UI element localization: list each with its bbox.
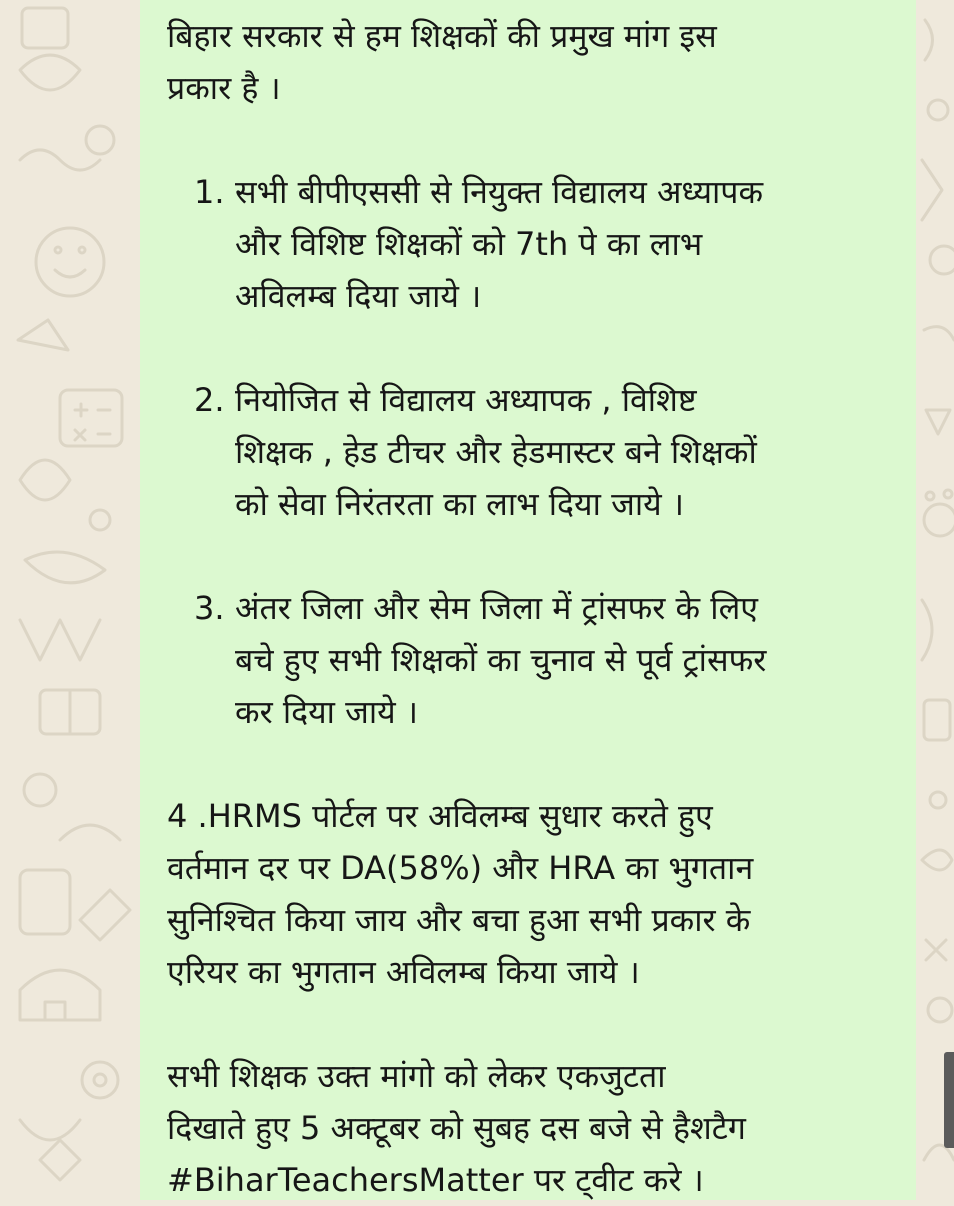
demand-4-paragraph [167, 790, 894, 998]
message-bubble[interactable] [140, 0, 916, 1200]
calculator-doodle-icon [60, 390, 122, 446]
wave-doodle-icon [20, 150, 100, 170]
demand-line: सभी बीपीएससी से नियुक्त विद्यालय अध्यापक [235, 173, 764, 211]
demand-4-line: 4 .HRMS पोर्टल पर अविलम्ब सुधार करते हुए [167, 797, 713, 835]
shell-doodle-icon [25, 552, 105, 583]
demand-item [167, 374, 894, 530]
bowl-doodle-icon [20, 1120, 80, 1140]
demand-line: अविलम्ब दिया जाये । [235, 277, 482, 315]
jar-doodle-icon [20, 870, 70, 934]
zigzag-doodle-icon [20, 620, 100, 660]
diamond-doodle-icon [40, 1140, 80, 1180]
demand-line: अंतर जिला और सेम जिला में ट्रांसफर के लिए [235, 589, 758, 627]
intro-line: प्रकार है । [167, 69, 281, 107]
crescent-doodle-icon [925, 20, 933, 60]
hashtag-line[interactable]: #BiharTeachersMatter पर ट्वीट करे । [167, 1161, 704, 1199]
demand-number: 2. [194, 381, 225, 419]
leaf-doodle-icon [20, 460, 70, 500]
demand-item [167, 166, 894, 322]
ring-doodle-icon [24, 774, 56, 806]
demand-number: 1. [194, 173, 225, 211]
demand-line: शिक्षक , हेड टीचर और हेडमास्टर बने शिक्षकों [235, 433, 757, 471]
house-doodle-icon [20, 970, 100, 1020]
paw-doodle-icon [924, 504, 954, 536]
closing-paragraph [167, 1050, 894, 1206]
demand-number: 3. [194, 589, 225, 627]
demand-line: बचे हुए सभी शिक्षकों का चुनाव से पूर्व ट्रांसफर [235, 641, 767, 679]
closing-line: दिखाते हुए 5 अक्टूबर को सुबह दस बजे से हैशटैग [167, 1109, 746, 1147]
demand-item [167, 582, 894, 738]
demand-line: नियोजित से विद्यालय अध्यापक , विशिष्ट [235, 381, 697, 419]
demand-4-line: एरियर का भुगतान अविलम्ब किया जाये । [167, 953, 640, 991]
chili-doodle-icon [922, 160, 942, 220]
demand-list [167, 166, 894, 738]
demand-line: कर दिया जाये । [235, 693, 419, 731]
watermelon-doodle-icon [20, 55, 80, 90]
donut-doodle-icon [82, 1062, 118, 1098]
smiley-doodle-icon [36, 228, 104, 296]
triangle-doodle-icon [18, 320, 68, 350]
circle-doodle-icon [86, 126, 114, 154]
demand-line: को सेवा निरंतरता का लाभ दिया जाये । [235, 485, 684, 523]
message-intro [167, 10, 894, 114]
intro-line: बिहार सरकार से हम शिक्षकों की प्रमुख मांग इस [167, 17, 717, 55]
demand-4-line: सुनिश्चित किया जाय और बचा हुआ सभी प्रकार के [167, 901, 751, 939]
kite-doodle-icon [80, 890, 130, 940]
calendar-doodle-icon [22, 8, 68, 48]
scroll-indicator[interactable] [944, 1052, 954, 1148]
demand-4-line: वर्तमान दर पर DA(58%) और HRA का भुगतान [167, 849, 754, 887]
demand-line: और विशिष्ट शिक्षकों को 7th पे का लाभ [235, 225, 703, 263]
closing-line: सभी शिक्षक उक्त मांगो को लेकर एकजुटता [167, 1057, 666, 1095]
